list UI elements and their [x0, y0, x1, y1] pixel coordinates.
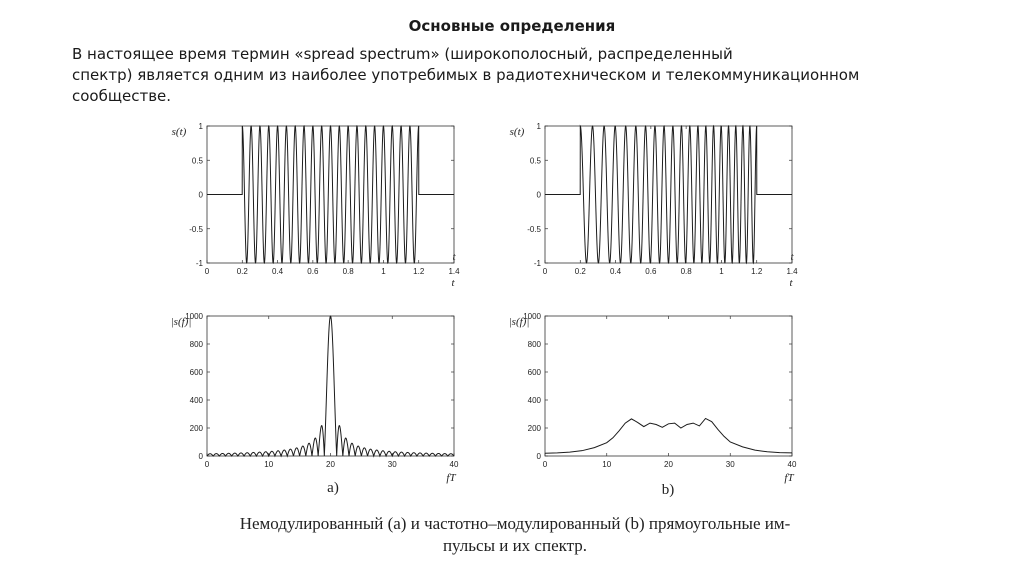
x-tick-label: 0.6 [307, 267, 319, 276]
x-tick-label: 0 [542, 267, 548, 276]
x-axis-label: t [451, 277, 455, 289]
y-tick-label: 0 [198, 452, 203, 461]
x-axis-label: t [452, 251, 456, 263]
y-tick-label: 800 [189, 340, 203, 349]
series-line [207, 316, 454, 456]
x-tick-label: 10 [264, 460, 274, 469]
x-tick-label: 0 [204, 267, 210, 276]
x-tick-label: 1 [381, 267, 386, 276]
y-tick-label: 200 [189, 424, 203, 433]
x-axis-label: fT [446, 472, 456, 484]
y-tick-label: 1 [536, 122, 541, 131]
y-tick-label: 800 [527, 340, 541, 349]
x-tick-label: 1.2 [751, 267, 763, 276]
x-tick-label: 1 [719, 267, 724, 276]
chart-b_time [545, 126, 792, 263]
y-tick-label: 0 [536, 190, 541, 200]
x-tick-label: 0.4 [610, 267, 622, 276]
y-tick-label: 0.5 [191, 156, 203, 166]
x-tick-label: 20 [664, 460, 673, 469]
x-tick-label: 0.8 [680, 267, 692, 276]
slide-title: Основные определения [408, 17, 616, 35]
x-tick-label: 0.6 [645, 267, 657, 276]
y-tick-label: 0 [536, 452, 541, 461]
x-tick-label: 0.4 [272, 267, 284, 276]
y-axis-label: s(t) [509, 126, 525, 138]
y-axis-label: s(t) [171, 126, 187, 138]
x-tick-label: 0 [204, 460, 210, 469]
y-axis-label: |s(f)| [170, 316, 192, 328]
x-tick-label: 0.2 [574, 267, 586, 276]
x-tick-label: 0.2 [236, 267, 248, 276]
x-tick-label: 40 [449, 460, 459, 469]
chart-b_spectrum [545, 316, 792, 456]
subfigure-label-a: a) [327, 480, 339, 496]
y-tick-label: 0 [198, 190, 203, 200]
y-tick-label: -1 [195, 259, 203, 268]
y-tick-label: 600 [189, 368, 203, 377]
y-tick-label: -1 [533, 259, 541, 268]
x-tick-label: 0 [542, 460, 548, 469]
y-tick-label: 1000 [523, 312, 541, 321]
y-tick-label: 400 [189, 396, 203, 405]
y-axis-label: |s(f)| [508, 316, 530, 328]
series-line [545, 418, 792, 453]
x-tick-label: 30 [725, 460, 735, 469]
plot-frame [545, 316, 792, 456]
y-tick-label: 0.5 [529, 156, 541, 166]
x-axis-label: fT [784, 472, 794, 484]
x-tick-label: 1.4 [786, 267, 798, 276]
caption-line: Немодулированный (a) и частотно–модулированный (b) прямоугольные им- [239, 514, 791, 533]
x-tick-label: 30 [387, 460, 397, 469]
intro-line: сообществе. [72, 87, 172, 105]
x-tick-label: 10 [602, 460, 612, 469]
y-tick-label: -0.5 [189, 224, 203, 234]
y-tick-label: -0.5 [527, 224, 541, 234]
series-line [207, 126, 454, 263]
y-tick-label: 1000 [185, 312, 203, 321]
y-tick-label: 400 [527, 396, 541, 405]
x-tick-label: 20 [326, 460, 335, 469]
x-tick-label: 40 [787, 460, 797, 469]
intro-line: спектр) является одним из наиболее употребимых в радиотехническом и телекоммуникационном [72, 66, 860, 84]
intro-line: В настоящее время термин «spread spectrum» (широкополосный, распределенный [72, 45, 733, 63]
x-axis-label: t [790, 251, 794, 263]
x-tick-label: 1.2 [413, 267, 425, 276]
subfigure-label-b: b) [661, 482, 675, 498]
plot-frame [207, 316, 454, 456]
y-tick-label: 1 [198, 122, 203, 131]
y-tick-label: 200 [527, 424, 541, 433]
chart-a_time [207, 126, 454, 263]
x-tick-label: 0.8 [342, 267, 354, 276]
y-tick-label: 600 [527, 368, 541, 377]
x-tick-label: 1.4 [448, 267, 460, 276]
chart-a_spectrum [207, 316, 454, 456]
series-line [545, 126, 792, 263]
caption-line: пульсы и их спектр. [442, 536, 588, 555]
figure-caption [150, 513, 880, 557]
x-axis-label: t [789, 277, 793, 289]
